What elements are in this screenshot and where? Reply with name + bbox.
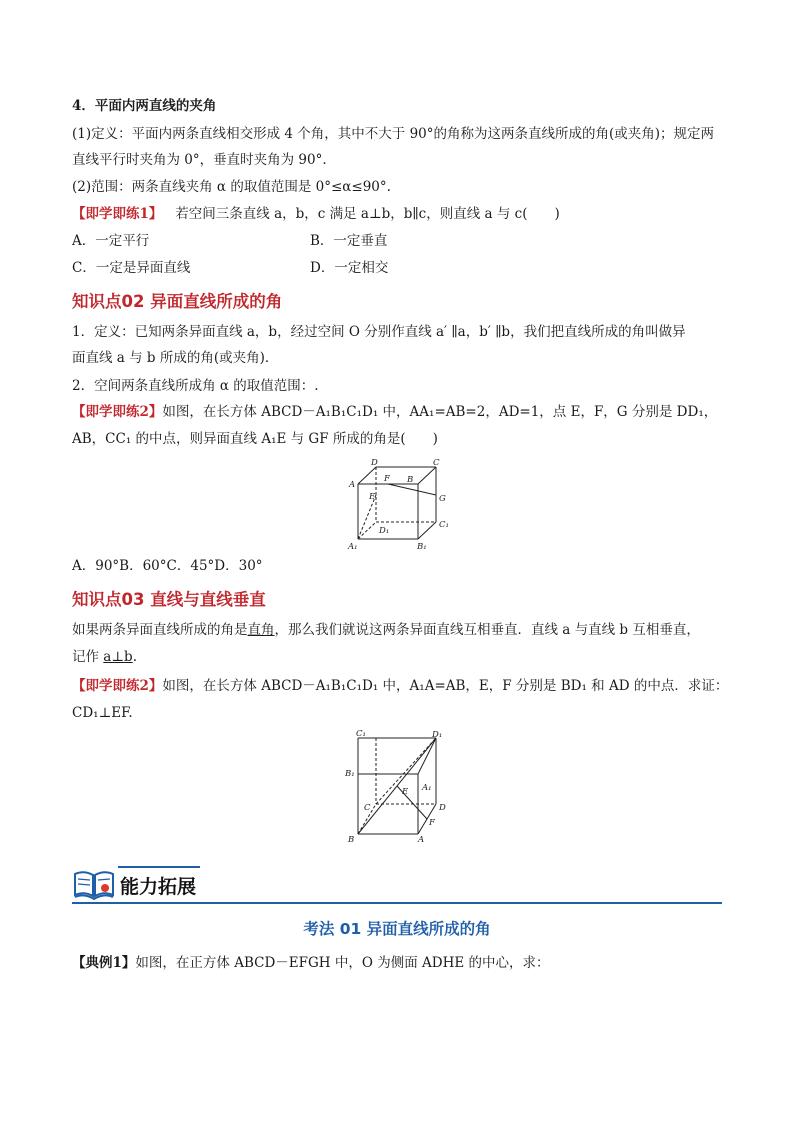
- kp03-notation: a⊥b: [103, 649, 133, 665]
- exercise-1-option-b: B．一定垂直: [310, 233, 388, 249]
- open-book-icon: [72, 866, 116, 902]
- fig2-label-c1: C₁: [356, 729, 366, 739]
- fig2-label-a1: A₁: [422, 783, 432, 793]
- kp03-definition-line-2: [72, 647, 137, 667]
- fig1-label-b1: B₁: [417, 542, 427, 552]
- fig1-label-d1: D₁: [379, 526, 390, 536]
- exercise-2-answers: A．90°B．60°C．45°D．30°: [72, 558, 263, 574]
- kp02-definition-line-2: 面直线 a 与 b 所成的角(或夹角)．: [72, 350, 279, 366]
- exercise-3-stem-2: CD₁⊥EF.: [72, 705, 133, 721]
- exercise-1-stem: 若空间三条直线 a，b，c 满足 a⊥b，b∥c，则直线 a 与 c( ): [175, 206, 560, 222]
- fig2-label-d: D: [439, 803, 446, 813]
- fig1-label-b: B: [407, 475, 414, 485]
- kp03-text: 如果两条异面直线所成的角是: [72, 622, 248, 638]
- exercise-2: [72, 402, 717, 422]
- kp03-definition-line-1: [72, 620, 700, 640]
- section-4-title: 4．平面内两直线的夹角: [72, 98, 217, 114]
- kp02-definition-line-1: 1．定义：已知两条异面直线 a，b，经过空间 O 分别作直线 a′ ∥a，b′ ∥b，我们把直线所成的角叫做异: [72, 324, 686, 340]
- kp03-right-angle: 直角: [247, 622, 275, 638]
- cuboid-figure-2: [340, 728, 460, 846]
- kp03-text: 记作: [72, 649, 99, 665]
- exercise-2-stem-2: AB，CC₁ 的中点，则异面直线 A₁E 与 GF 所成的角是( ): [72, 431, 438, 447]
- exercise-2-stem-1: 如图，在长方体 ABCD－A₁B₁C₁D₁ 中，AA₁=AB=2，AD=1，点 E，F，G 分别是 DD₁，: [162, 404, 718, 420]
- fig1-label-d: D: [371, 458, 378, 468]
- fig2-label-b: B: [348, 835, 355, 845]
- section-4-definition-line-1: (1)定义：平面内两条直线相交形成 4 个角，其中不大于 90°的角称为这两条直线所成的角(或夹角)；规定两: [72, 126, 715, 142]
- section-header-bottom-rule: [72, 902, 722, 904]
- exercise-2-tag: 【即学即练2】: [72, 404, 163, 420]
- fig2-label-a: A: [418, 835, 425, 845]
- example-1: [72, 953, 549, 973]
- fig2-label-d1: D₁: [432, 730, 443, 740]
- section-header-title: 能力拓展: [120, 876, 197, 898]
- fig1-label-a1: A₁: [348, 542, 358, 552]
- fig1-label-g: G: [439, 494, 446, 504]
- section-4-range: (2)范围：两条直线夹角 α 的取值范围是 0°≤α≤90°.: [72, 179, 391, 195]
- exercise-1-tag: 【即学即练1】: [72, 206, 163, 222]
- exercise-3-stem-1: 如图，在长方体 ABCD－A₁B₁C₁D₁ 中，A₁A=AB，E，F 分别是 BD₁ 和 AD 的中点．求证：: [162, 678, 729, 694]
- fig1-label-c1: C₁: [439, 520, 449, 530]
- fig2-label-e: E: [402, 787, 409, 797]
- fig2-label-c: C: [364, 803, 371, 813]
- example-1-tag: 【典例1】: [72, 955, 136, 971]
- exercise-1-option-c: C．一定是异面直线: [72, 260, 191, 276]
- section-4-definition-line-2: 直线平行时夹角为 0°，垂直时夹角为 90°.: [72, 152, 327, 168]
- example-1-stem: 如图，在正方体 ABCD－EFGH 中，O 为侧面 ADHE 的中心，求：: [135, 955, 550, 971]
- exercise-3-tag: 【即学即练2】: [72, 678, 163, 694]
- method-01-title: 考法 01 异面直线所成的角: [303, 920, 491, 938]
- knowledge-point-03-title: 知识点03 直线与直线垂直: [72, 590, 266, 609]
- fig1-label-a: A: [349, 480, 356, 490]
- kp03-text: .: [132, 649, 137, 665]
- section-header-top-rule: [118, 866, 200, 868]
- kp03-text: ，那么我们就说这两条异面直线互相垂直．直线 a 与直线 b 互相垂直，: [274, 622, 700, 638]
- exercise-1-option-d: D．一定相交: [310, 260, 389, 276]
- exercise-1: [72, 204, 560, 224]
- exercise-3: [72, 676, 728, 696]
- cuboid-figure-1: [340, 455, 460, 555]
- fig2-label-b1: B₁: [345, 769, 355, 779]
- fig1-label-e: E: [369, 492, 376, 502]
- exercise-1-option-a: A．一定平行: [72, 233, 150, 249]
- kp02-range: 2．空间两条直线所成角 α 的取值范围：.: [72, 378, 319, 394]
- fig1-label-f: F: [384, 474, 390, 484]
- fig2-label-f: F: [429, 818, 435, 828]
- fig1-label-c: C: [433, 458, 440, 468]
- knowledge-point-02-title: 知识点02 异面直线所成的角: [72, 292, 283, 311]
